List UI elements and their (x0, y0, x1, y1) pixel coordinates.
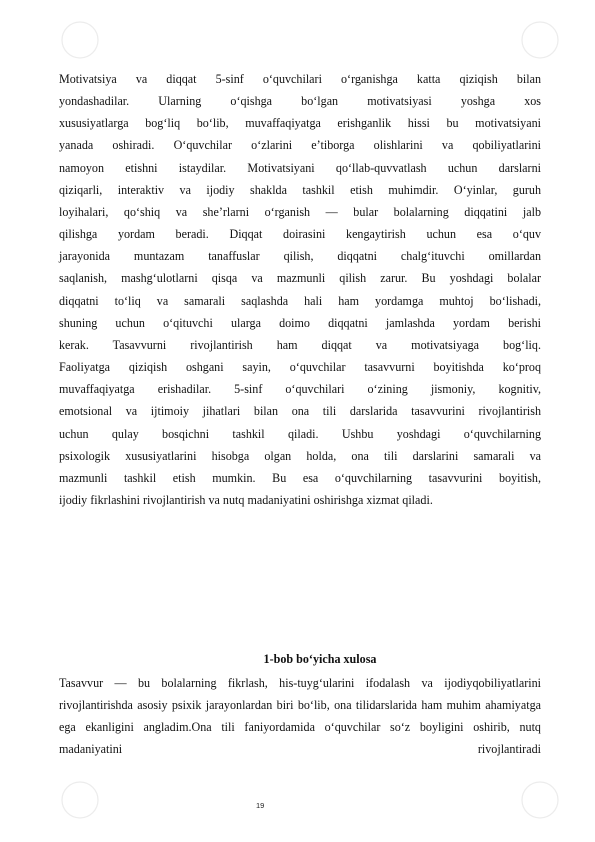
text-line: shuning uchun o‘qituvchi ularga doimo diqqatni jamlashda yordam berishi (59, 315, 541, 330)
main-paragraph (59, 68, 541, 511)
text-line: qiziqarli, interaktiv va ijodiy shaklda tashkil etish muhimdir. O‘yinlar, guruh (59, 182, 541, 197)
text-line: xususiyatlarga bog‘liq bo‘lib, muvaffaqiyatga erishganlik hissi bu motivatsiyani (59, 116, 541, 131)
conclusion-paragraph (59, 672, 541, 761)
text-line: muvaffaqiyatga erishadilar. 5-sinf o‘quvchilari o‘zining jismoniy, kognitiv, (59, 382, 541, 397)
text-line: kerak. Tasavvurni rivojlantirish ham diqqat va motivatsiyaga bog‘liq. (59, 337, 541, 352)
text-line: ijodiy fikrlashini rivojlantirish va nutq madaniyatini oshirishga xizmat qiladi. (59, 492, 433, 507)
text-line: darslarida ham muhim ahamiyatga ega ekanligini angladim.Ona tili fani (59, 698, 541, 735)
section-heading: 1-bob bo‘yicha xulosa (263, 652, 377, 666)
text-line: yordamida o‘quvchilar so‘z boyligini oshirib, nutq madaniyatini rivojlantiradi (59, 720, 541, 757)
text-line: Tasavvur — bu bolalarning fikrlash, his-tuyg‘ularini ifodalash va ijodiy (59, 676, 473, 690)
text-line: psixologik xususiyatlarini hisobga olgan holda, ona tili darslarini samarali va (59, 448, 541, 463)
text-line: mazmunli tashkil etish mumkin. Bu esa o‘quvchilarning tasavvurini boyitish, (59, 470, 541, 485)
text-line: jarayonida muntazam tanaffuslar qilish, diqqatni chalg‘ituvchi omillardan (59, 249, 541, 264)
text-line: Faoliyatga qiziqish oshgani sayin, o‘quvchilar tasavvurni boyitishda ko‘proq (59, 360, 541, 375)
text-line: emotsional va ijtimoiy jihatlari bilan ona tili darslarida tasavvurini rivojlantirish (59, 404, 541, 419)
page-number: 19 (256, 801, 265, 810)
text-line: yondashadilar. Ularning o‘qishga bo‘lgan motivatsiyasi yoshga xos (59, 94, 541, 109)
text-line: Motivatsiya va diqqat 5-sinf o‘quvchilari o‘rganishga katta qiziqish bilan (59, 72, 541, 86)
text-line: loyihalari, qo‘shiq va she’rlarni o‘rganish — bular bolalarning diqqatini jalb (59, 204, 541, 219)
text-line: qilishga yordam beradi. Diqqat doirasini kengaytirish uchun esa o‘quv (59, 227, 541, 242)
text-line: saqlanish, mashg‘ulotlarni qisqa va mazmunli qilish zarur. Bu yoshdagi bolalar (59, 271, 541, 286)
text-line: uchun qulay bosqichni tashkil qiladi. Ushbu yoshdagi o‘quvchilarning (59, 426, 541, 441)
text-line: diqqatni to‘liq va samarali saqlashda hali ham yordamga muhtoj bo‘lishadi, (59, 293, 541, 308)
text-line: yanada oshiradi. O‘quvchilar o‘zlarini e’tiborga olishlarini va qobiliyatlarini (59, 138, 541, 153)
text-line: namoyon etishni istaydilar. Motivatsiyani qo‘llab-quvvatlash uchun darslarni (59, 160, 541, 175)
text-line: qobiliyatlarini rivojlantirishda asosiy psixik jarayonlardan biri bo‘lib, ona tili (59, 676, 541, 713)
